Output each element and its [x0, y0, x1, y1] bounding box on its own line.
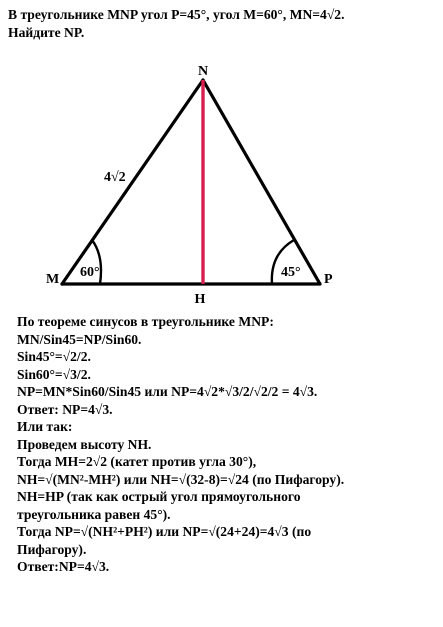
vertex-label-m: M — [46, 272, 60, 287]
problem-line: В треугольнике MNP угол P=45°, угол M=60°, MN=4√2. — [8, 7, 345, 22]
side-mn-length-label: 4√2 — [104, 170, 126, 185]
vertex-label-n: N — [197, 64, 209, 79]
solution-answer: Ответ:NP=4√3. — [17, 559, 110, 574]
solution-answer: Ответ: NP=4√3. — [17, 401, 113, 417]
solution-line: Пифагору). — [17, 541, 87, 557]
vertex-label-p: P — [324, 272, 333, 287]
solution-line: Проведем высоту NH. — [17, 436, 152, 452]
angle-m-label: 60° — [80, 265, 100, 280]
problem-question: Найдите NP. — [8, 25, 85, 40]
solution-text — [17, 313, 439, 576]
foot-label-h: H — [194, 292, 206, 307]
solution-line: Sin60°=√3/2. — [17, 366, 91, 382]
solution-line: MN/Sin45=NP/Sin60. — [17, 331, 142, 347]
solution-line: По теореме синусов в треугольнике MNP: — [17, 314, 274, 329]
solution-line: треугольника равен 45°). — [17, 506, 171, 522]
solution-line: Тогда MH=2√2 (катет против угла 30°), — [17, 454, 257, 469]
side-mn — [62, 80, 203, 284]
solution-line: NH=√(MN²-MH²) или NH=√(32-8)=√24 (по Пифагору). — [17, 471, 345, 487]
solution-line: NP=MN*Sin60/Sin45 или NP=4√2*√3/2/√2/2 = 4√3. — [17, 384, 318, 399]
side-np — [203, 80, 320, 284]
solution-line: Sin45°=√2/2. — [17, 349, 91, 364]
angle-p-label: 45° — [281, 265, 301, 280]
solution-line: NH=HP (так как острый угол прямоугольного — [17, 489, 301, 504]
solution-line: Тогда NP=√(NH²+PH²) или NP=√(24+24)=4√3 (по — [17, 524, 312, 539]
solution-line: Или так: — [17, 419, 73, 434]
